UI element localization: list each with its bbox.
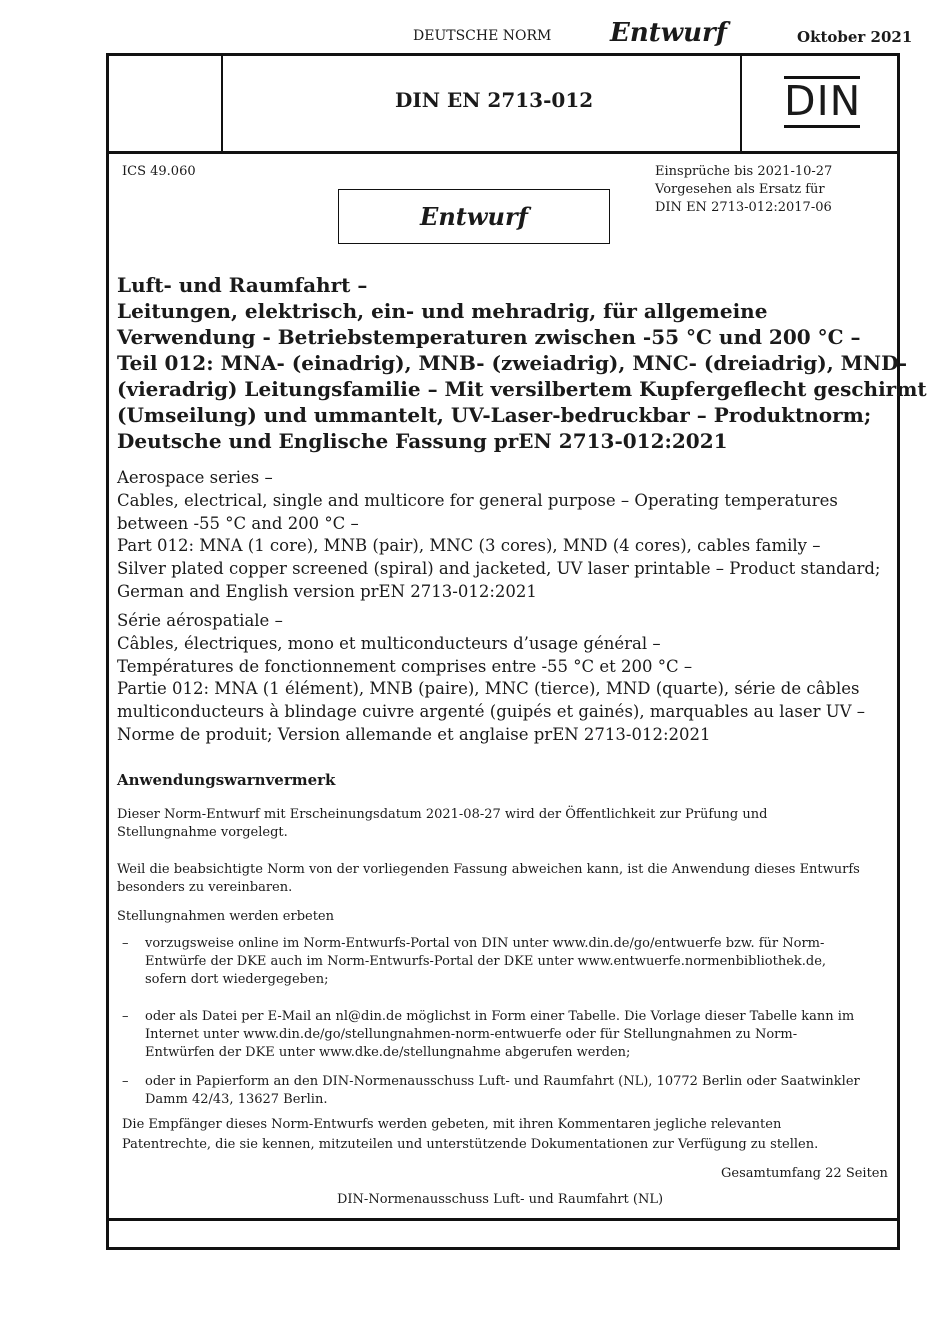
draft-label: Entwurf — [610, 18, 727, 48]
bullet-dash: – — [122, 1009, 129, 1024]
text-line: Stellungnahmen werden erbeten — [117, 909, 334, 924]
din-logo — [784, 76, 860, 128]
warning-paragraph-deviation — [117, 861, 892, 897]
text-line: Die Empfänger dieses Norm-Entwurfs werden gebeten, mit ihren Kommentaren jegliche relevanten — [122, 1117, 782, 1132]
title-line: Teil 012: MNA- (einadrig), MNB- (zweiadrig), MNC- (dreiadrig), MND- — [117, 351, 908, 375]
objection-info — [655, 163, 832, 217]
din-logo-text: DIN — [784, 77, 862, 125]
text-line: Patentrechte, die sie kennen, mitzuteilen und unterstützende Dokumentationen zur Verfügung zu stellen. — [122, 1137, 819, 1152]
title-line: Câbles, électriques, mono et multiconducteurs d’usage général – — [117, 633, 661, 653]
title-line: Série aérospatiale – — [117, 611, 283, 630]
masthead-bottom-rule — [106, 151, 900, 154]
comments-requested — [117, 908, 892, 926]
text-line: Entwürfe der DKE auch im Norm-Entwurfs-Portal der DKE unter www.entwuerfe.normenbibliothek.de, — [145, 954, 827, 969]
patent-notice — [122, 1115, 818, 1155]
replaced-standard: DIN EN 2713-012:2017-06 — [655, 200, 832, 215]
issue-date: Oktober 2021 — [797, 28, 913, 46]
text-line: Weil die beabsichtigte Norm von der vorliegenden Fassung abweichen kann, ist die Anwendung dieses Entwurfs — [117, 862, 860, 877]
draft-stamp-box — [338, 189, 610, 244]
bullet-dash: – — [122, 936, 129, 951]
text-line: vorzugsweise online im Norm-Entwurfs-Portal von DIN unter www.din.de/go/entwuerfe bzw. für Norm- — [145, 936, 825, 951]
warning-heading: Anwendungswarnvermerk — [117, 771, 336, 789]
text-line: Stellungnahme vorgelegt. — [117, 825, 288, 840]
text-line: besonders zu vereinbaren. — [117, 880, 293, 895]
title-line: Deutsche und Englische Fassung prEN 2713-012:2021 — [117, 429, 728, 453]
text-line: sofern dort wiedergegeben; — [145, 972, 329, 987]
document-number: DIN EN 2713-012 — [395, 88, 594, 112]
masthead-divider-left — [221, 53, 223, 153]
title-line: Cables, electrical, single and multicore for general purpose – Operating temperatures — [117, 490, 838, 510]
title-line: Aerospace series – — [117, 468, 273, 487]
text-line: Entwürfen der DKE unter www.dke.de/stellungnahme abgerufen werden; — [145, 1045, 631, 1060]
title-line: Silver plated copper screened (spiral) and jacketed, UV laser printable – Product standard; — [117, 559, 881, 579]
text-line: Internet unter www.din.de/go/stellungnahmen-norm-entwuerfe oder für Stellungnahmen zu Norm- — [145, 1027, 798, 1042]
draft-stamp-text: Entwurf — [420, 202, 528, 231]
title-line: Luft- und Raumfahrt – — [117, 273, 368, 297]
title-german — [117, 272, 927, 454]
title-line: (Umseilung) und ummantelt, UV-Laser-bedruckbar – Produktnorm; — [117, 403, 872, 427]
title-line: (vieradrig) Leitungsfamilie – Mit versilbertem Kupfergeflecht geschirmt — [117, 377, 927, 401]
text-line: Damm 42/43, 13627 Berlin. — [145, 1092, 328, 1107]
objection-deadline: Einsprüche bis 2021-10-27 — [655, 164, 833, 179]
ics-code: ICS 49.060 — [122, 164, 196, 179]
title-line: Partie 012: MNA (1 élément), MNB (paire), MNC (tierce), MND (quarte), série de câbles — [117, 679, 860, 699]
title-line: Leitungen, elektrisch, ein- und mehradrig, für allgemeine — [117, 299, 768, 323]
norm-type-label: DEUTSCHE NORM — [413, 28, 552, 44]
title-line: Températures de fonctionnement comprises entre -55 °C et 200 °C – — [117, 656, 693, 676]
masthead-divider-right — [740, 53, 742, 153]
title-line: Verwendung - Betriebstemperaturen zwischen -55 °C und 200 °C – — [117, 325, 861, 349]
total-pages: Gesamtumfang 22 Seiten — [721, 1166, 888, 1181]
replacement-note: Vorgesehen als Ersatz für — [655, 182, 825, 197]
text-line: oder als Datei per E-Mail an nl@din.de möglichst in Form einer Tabelle. Die Vorlage dieser Tabelle kann im — [145, 1009, 855, 1024]
text-line: oder in Papierform an den DIN-Normenausschuss Luft- und Raumfahrt (NL), 10772 Berlin oder Saatwinkler — [145, 1074, 860, 1089]
title-french — [117, 610, 892, 747]
title-line: multiconducteurs à blindage cuivre argenté (guipés et gainés), marquables au laser UV – — [117, 702, 866, 722]
footer-rule — [106, 1218, 900, 1221]
committee-name: DIN-Normenausschuss Luft- und Raumfahrt (NL) — [337, 1192, 664, 1207]
title-line: between -55 °C and 200 °C – — [117, 513, 359, 533]
title-line: Part 012: MNA (1 core), MNB (pair), MNC (3 cores), MND (4 cores), cables family – — [117, 536, 821, 556]
bullet-dash: – — [122, 1074, 129, 1089]
title-english — [117, 467, 892, 604]
text-line: Dieser Norm-Entwurf mit Erscheinungsdatum 2021-08-27 wird der Öffentlichkeit zur Prüfung und — [117, 807, 768, 822]
title-line: Norme de produit; Version allemande et anglaise prEN 2713-012:2021 — [117, 724, 711, 744]
title-line: German and English version prEN 2713-012:2021 — [117, 581, 537, 601]
warning-paragraph-publication — [117, 806, 892, 842]
